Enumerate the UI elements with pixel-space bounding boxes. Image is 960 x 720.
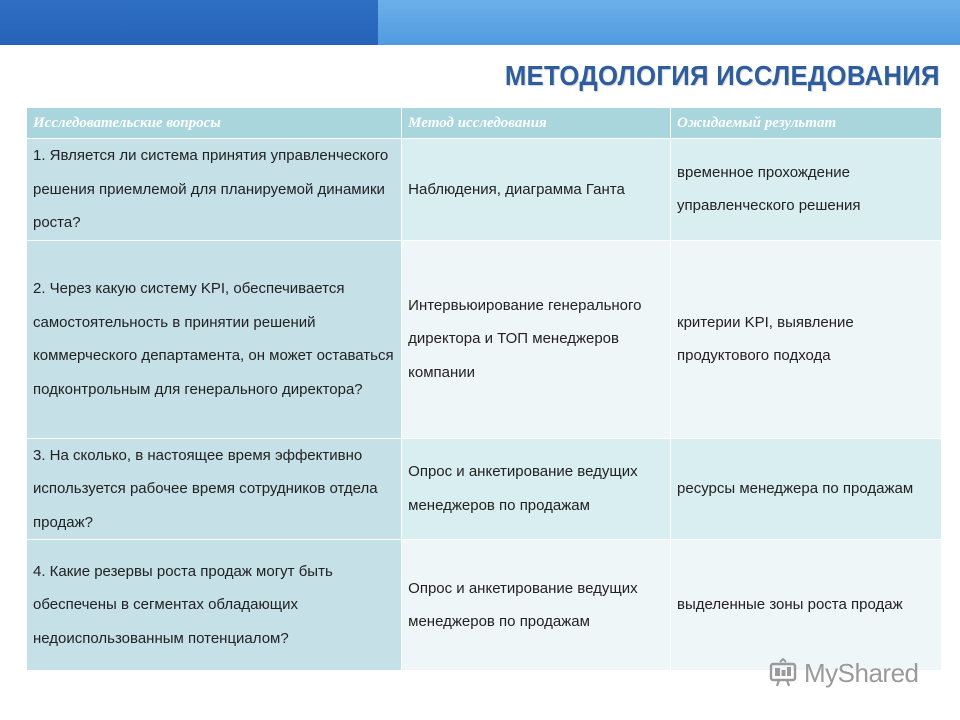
myshared-logo-icon — [768, 658, 798, 688]
result-cell: критерии KPI, выявление продуктового подхода — [671, 240, 942, 438]
method-cell: Наблюдения, диаграмма Ганта — [402, 139, 671, 241]
header-questions: Исследовательские вопросы — [27, 108, 402, 139]
top-bar-dark — [0, 0, 378, 45]
table-header-row — [27, 108, 942, 139]
watermark-text: MyShared — [804, 657, 919, 688]
slide-title: МЕТОДОЛОГИЯ ИССЛЕДОВАНИЯ — [505, 60, 940, 91]
result-cell: временное прохождение управленческого решения — [671, 139, 942, 241]
methodology-table — [26, 107, 942, 671]
table-row — [27, 438, 942, 540]
result-cell: ресурсы менеджера по продажам — [671, 438, 942, 540]
question-cell: 3. На сколько, в настоящее время эффективно используется рабочее время сотрудников отдела продаж? — [27, 438, 402, 540]
myshared-watermark — [768, 656, 919, 690]
table-row — [27, 240, 942, 438]
header-result: Ожидаемый результат — [671, 108, 942, 139]
method-cell: Интервьюирование генерального директора и ТОП менеджеров компании — [402, 240, 671, 438]
question-cell: 1. Является ли система принятия управленческого решения приемлемой для планируемой динамики роста? — [27, 139, 402, 241]
question-cell: 2. Через какую систему KPI, обеспечивается самостоятельность в принятии решений коммерческого департамента, он может оставаться подконтрольным для генерального директора? — [27, 240, 402, 438]
table-row — [27, 139, 942, 241]
method-cell: Опрос и анкетирование ведущих менеджеров по продажам — [402, 540, 671, 671]
result-cell: выделенные зоны роста продаж — [671, 540, 942, 671]
table-row — [27, 540, 942, 671]
top-bar-light — [378, 0, 960, 45]
question-cell: 4. Какие резервы роста продаж могут быть обеспечены в сегментах обладающих недоиспользованным потенциалом? — [27, 540, 402, 671]
method-cell: Опрос и анкетирование ведущих менеджеров по продажам — [402, 438, 671, 540]
header-method: Метод исследования — [402, 108, 671, 139]
